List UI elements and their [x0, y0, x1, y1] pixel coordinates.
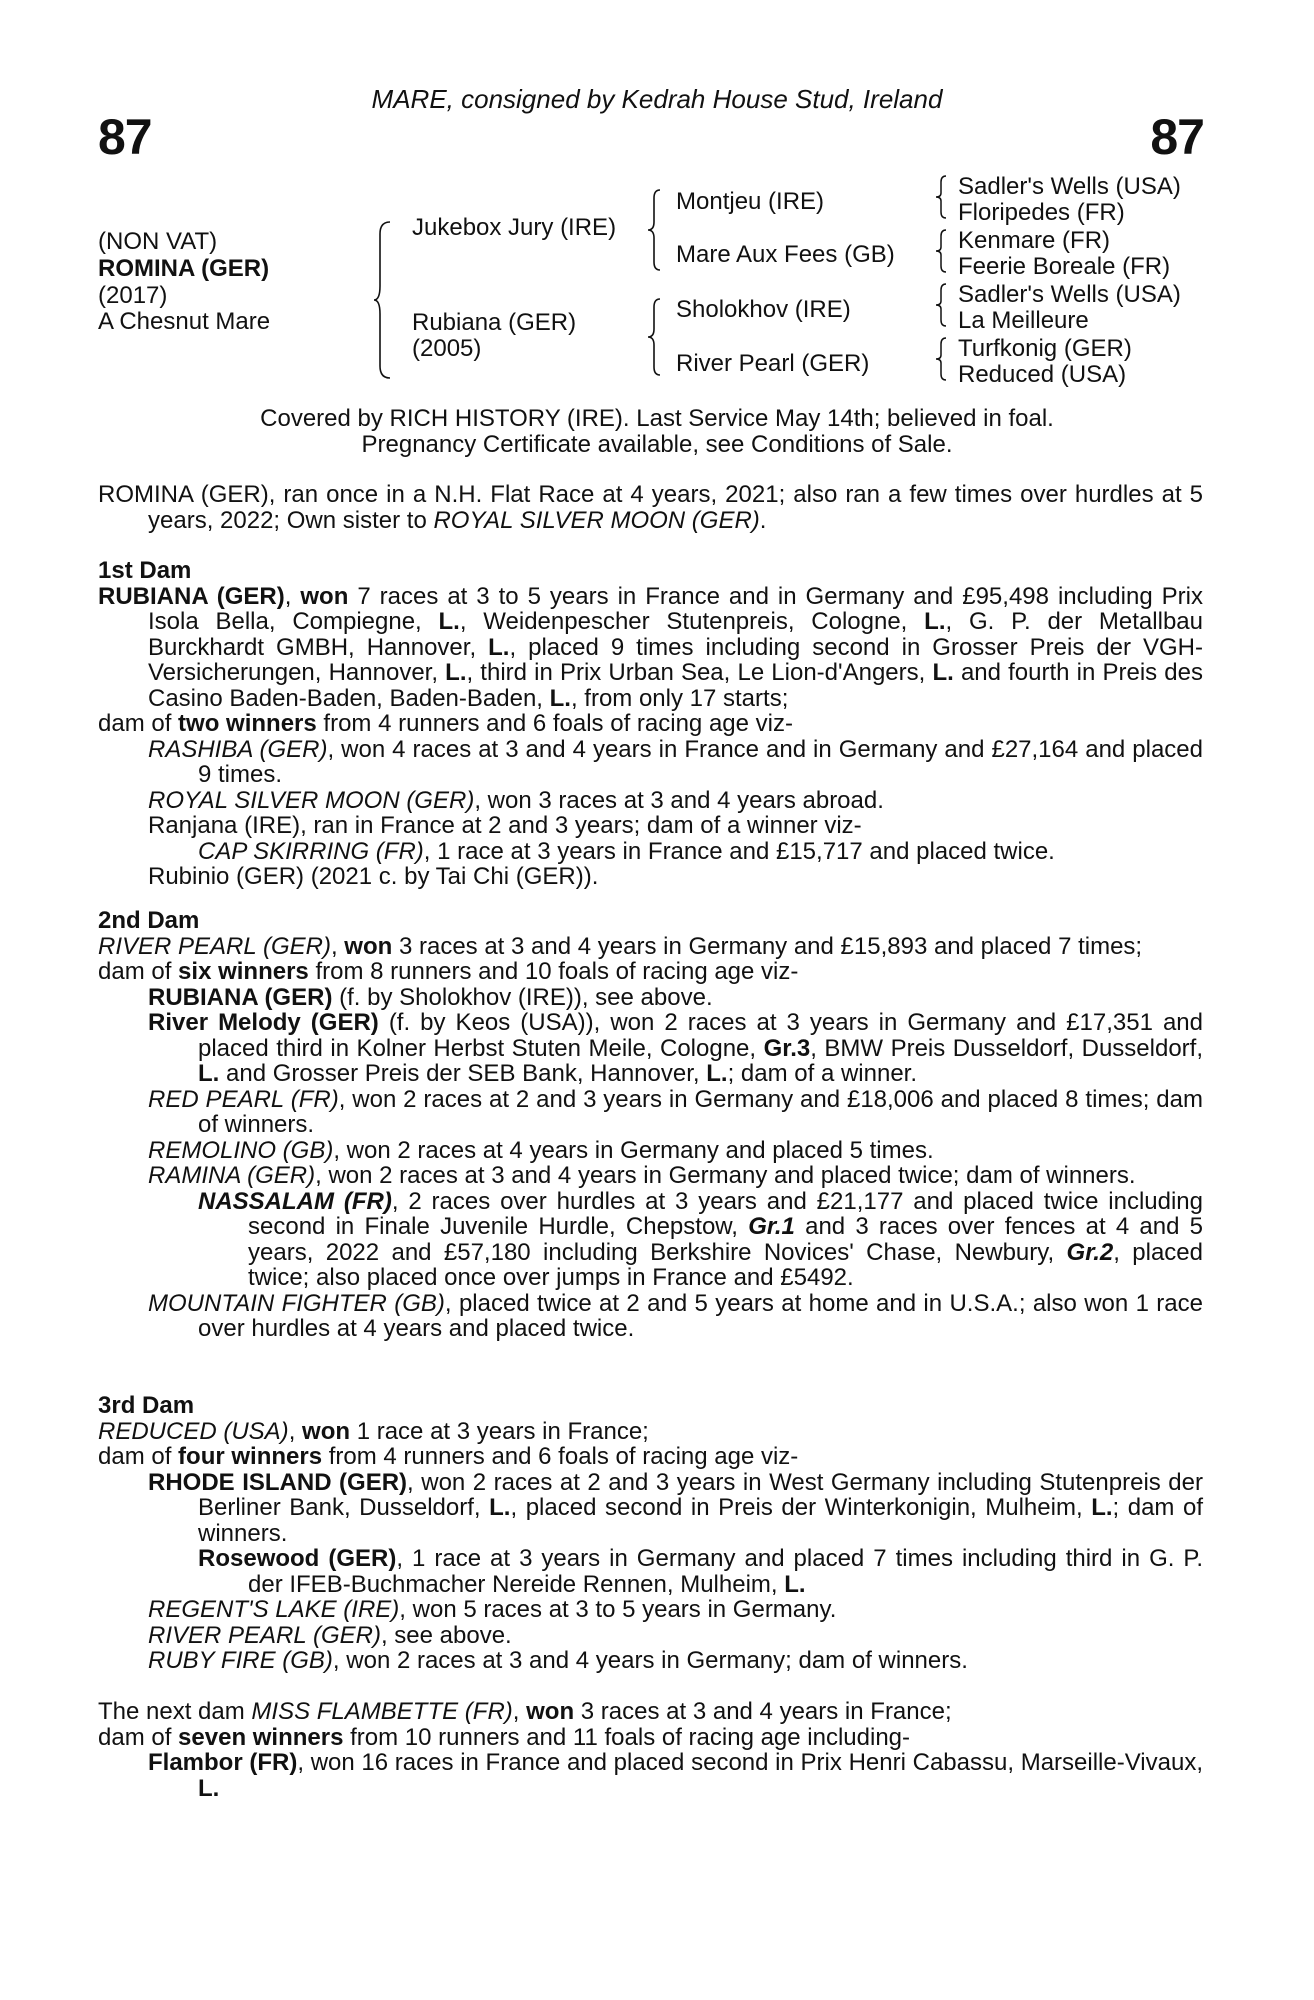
text-run: , won 3 races at 3 and 4 years abroad.	[474, 786, 884, 814]
text-run: dam of	[98, 1443, 179, 1470]
text-run: ; dam of a winner.	[727, 1060, 917, 1087]
granddam-1: Floripedes (FR)	[958, 199, 1125, 226]
third-dam-record	[98, 1419, 1203, 1445]
vat-status: (NON VAT)	[98, 228, 218, 255]
produce-cap-skirring	[98, 839, 1203, 865]
text-run: RAMINA (GER)	[148, 1162, 316, 1189]
text-run: , third in Prix Urban Sea, Le Lion-d'Angers,	[466, 659, 933, 686]
text-run: ,	[330, 932, 345, 960]
third-dam-produce-summary	[98, 1444, 1203, 1470]
text-run: , placed 9 times including second in Grosser Preis der VGH-Versicherungen, Hannover,	[148, 633, 1203, 686]
covered-line-1: Covered by RICH HISTORY (IRE). Last Service May 14th; believed in foal.	[260, 405, 1054, 432]
text-run: won	[344, 932, 393, 960]
second-dam-heading: 2nd Dam	[98, 907, 200, 934]
first-dam-section	[98, 558, 1203, 890]
text-run: two winners	[178, 710, 317, 737]
text-run: , won 2 races at 2 and 3 years in West Germany including Stutenpreis der Berliner Bank, Dusseldorf,	[198, 1468, 1203, 1521]
text-run: 3 races at 3 and 4 years in Germany and £15,893 and placed 7 times;	[392, 932, 1143, 960]
text-run: L.	[198, 1060, 220, 1087]
dam-name: Rubiana (GER)	[412, 309, 577, 336]
text-run: , won 2 races at 3 and 4 years in Germany; dam of winners.	[332, 1647, 968, 1674]
granddam-2: Feerie Boreale (FR)	[958, 253, 1171, 280]
first-dam-produce-summary	[98, 711, 1203, 737]
fourth-dam-produce-summary	[98, 1725, 1203, 1751]
second-dam-section	[98, 908, 1203, 1342]
text-run: REGENT'S LAKE (IRE)	[148, 1596, 400, 1623]
text-run: , won 16 races in France and placed second in Prix Henri Cabassu, Marseille-Vivaux,	[297, 1749, 1203, 1776]
text-run: L.	[488, 633, 510, 661]
text-run: Gr.1	[748, 1213, 795, 1240]
text-run: from 4 runners and 6 foals of racing age viz-	[316, 710, 793, 737]
text-run: (f. by Keos (USA)), won 2 races at 3 years in Germany and £17,351 and placed third in Kolner Herbst Stuten Meile, Cologne,	[198, 1009, 1204, 1062]
text-run: ,	[284, 582, 301, 610]
text-run: ,	[288, 1417, 303, 1445]
third-dam-heading: 3rd Dam	[98, 1392, 195, 1419]
brace-g3	[934, 282, 948, 328]
text-run: L.	[198, 1774, 220, 1802]
text-run: REMOLINO (GB)	[148, 1136, 334, 1164]
second-dam-record	[98, 934, 1203, 960]
text-run: Gr.3	[763, 1034, 811, 1062]
dam-sire: Sholokhov (IRE)	[676, 296, 851, 323]
brace-dam	[646, 297, 664, 377]
text-run: CAP SKIRRING (FR)	[198, 837, 424, 865]
text-run: , won 2 races at 3 and 4 years in Germany and placed twice; dam of winners.	[315, 1162, 1136, 1189]
text-run: L.	[706, 1060, 728, 1087]
produce-nassalam	[98, 1189, 1203, 1291]
text-run: L.	[549, 684, 571, 712]
text-run: 7 races at 3 to 5 years in France and in Germany and £95,498 including Prix Isola Bella, Compiegne,	[148, 582, 1203, 635]
text-run: four winners	[178, 1443, 323, 1470]
grandsire-2: Kenmare (FR)	[958, 227, 1111, 254]
text-run: dam of	[98, 958, 179, 985]
dam-dam: River Pearl (GER)	[676, 350, 870, 377]
text-run: and Grosser Preis der SEB Bank, Hannover,	[219, 1060, 707, 1087]
text-run: dam of	[98, 710, 179, 737]
text-run: L.	[1091, 1494, 1113, 1521]
lot-number-right: 87	[1150, 109, 1204, 165]
covered-line-2: Pregnancy Certificate available, see Conditions of Sale.	[361, 431, 953, 458]
produce-royal-silver-moon	[98, 788, 1203, 814]
produce-river-melody	[98, 1010, 1203, 1087]
lot-number-left: 87	[98, 109, 152, 165]
granddam-4: Reduced (USA)	[958, 361, 1127, 388]
intro-section	[98, 482, 1203, 533]
text-run: , 1 race at 3 years in France and £15,717 and placed twice.	[423, 837, 1055, 865]
text-run: , 1 race at 3 years in Germany and placed 7 times including third in G. P. der IFEB-Buchmacher Nereide Rennen, Mulheim,	[248, 1545, 1204, 1598]
text-run: won	[302, 1417, 351, 1445]
text-run: River Melody (GER)	[148, 1009, 379, 1036]
produce-remolino	[98, 1138, 1203, 1164]
text-run: , placed twice; also placed once over jumps in France and £5492.	[248, 1238, 1203, 1291]
produce-rubiana	[98, 985, 1203, 1011]
text-run: , 2 races over hurdles at 3 years and £21,177 and placed twice including second in Finale Juvenile Hurdle, Chepstow,	[248, 1187, 1203, 1240]
text-run: , won 4 races at 3 and 4 years in France and in Germany and £27,164 and placed 9 times.	[198, 735, 1203, 788]
text-run: RIVER PEARL (GER)	[148, 1621, 381, 1649]
text-run: ; dam of winners.	[198, 1494, 1204, 1547]
text-run: , BMW Preis Dusseldorf, Dusseldorf,	[810, 1034, 1203, 1062]
first-dam-heading: 1st Dam	[98, 557, 192, 584]
first-dam-record	[98, 584, 1203, 712]
text-run: MISS FLAMBETTE (FR)	[251, 1698, 513, 1725]
produce-rhode-island	[98, 1470, 1203, 1547]
produce-flambor	[98, 1750, 1203, 1801]
grandsire-3: Sadler's Wells (USA)	[958, 281, 1181, 308]
text-run: Gr.2	[1066, 1238, 1114, 1266]
brace-g2	[934, 228, 948, 274]
text-run: , won 5 races at 3 to 5 years in Germany.	[399, 1596, 837, 1623]
text-run: won	[526, 1698, 575, 1725]
brace-sire	[646, 188, 664, 272]
text-run: , won 2 races at 2 and 3 years in Germany and £18,006 and placed 8 times; dam of winners.	[198, 1085, 1203, 1138]
granddam-3: La Meilleure	[958, 307, 1089, 334]
text-run: L.	[784, 1570, 806, 1598]
intro-end: .	[759, 506, 767, 534]
produce-rashiba	[98, 737, 1203, 788]
produce-red-pearl	[98, 1087, 1203, 1138]
sire-name: Jukebox Jury (IRE)	[412, 214, 617, 241]
text-run: from 10 runners and 11 foals of racing age including-	[343, 1723, 911, 1751]
text-run: L.	[438, 608, 460, 635]
second-dam-produce-summary	[98, 959, 1203, 985]
text-run: MOUNTAIN FIGHTER (GB)	[148, 1289, 445, 1317]
text-run: dam of	[98, 1723, 179, 1751]
fourth-dam-section	[98, 1699, 1203, 1801]
text-run: L.	[932, 659, 954, 686]
text-run: and fourth in Preis des Casino Baden-Baden, Baden-Baden,	[148, 659, 1203, 712]
sire-sire: Montjeu (IRE)	[676, 188, 825, 215]
produce-ramina	[98, 1163, 1203, 1189]
text-run: six winners	[178, 958, 309, 985]
text-run: L.	[924, 608, 946, 635]
text-run: ,	[512, 1698, 527, 1725]
dam-year: (2005)	[412, 335, 482, 362]
text-run: and 3 races over fences at 4 and 5 years, 2022 and £57,180 including Berkshire Novices' Chase, Newbury,	[248, 1213, 1203, 1266]
produce-rubinio: Rubinio (GER) (2021 c. by Tai Chi (GER)).	[148, 863, 599, 890]
text-run: Flambor (FR)	[148, 1749, 298, 1776]
grandsire-1: Sadler's Wells (USA)	[958, 173, 1181, 200]
brace-generation-1	[372, 220, 396, 380]
text-run: , see above.	[380, 1621, 512, 1649]
produce-ruby-fire	[98, 1648, 1203, 1674]
intro-text: ROMINA (GER), ran once in a N.H. Flat Race at 4 years, 2021; also ran a few times over hurdles at 5 years, 2022; Own sister to	[98, 481, 1203, 534]
text-run: RHODE ISLAND (GER)	[148, 1468, 408, 1496]
text-run: , Weidenpescher Stutenpreis, Cologne,	[459, 608, 925, 635]
text-run: from 4 runners and 6 foals of racing age viz-	[322, 1443, 799, 1470]
text-run: L.	[489, 1494, 511, 1521]
fourth-dam-record	[98, 1699, 1203, 1725]
text-run: ROYAL SILVER MOON (GER)	[148, 786, 475, 814]
consignment-line: MARE, consigned by Kedrah House Stud, Ireland	[371, 84, 943, 114]
text-run: NASSALAM (FR)	[198, 1187, 392, 1215]
text-run: The next dam	[98, 1698, 252, 1725]
text-run: 3 races at 3 and 4 years in France;	[574, 1698, 952, 1725]
third-dam-section	[98, 1393, 1203, 1674]
text-run: seven winners	[178, 1723, 344, 1751]
text-run: RIVER PEARL (GER)	[98, 932, 331, 960]
text-run: L.	[445, 659, 467, 686]
text-run: RED PEARL (FR)	[148, 1085, 339, 1113]
brace-g4	[934, 336, 948, 382]
text-run: , from only 17 starts;	[570, 684, 789, 712]
text-run: from 8 runners and 10 foals of racing age viz-	[308, 958, 799, 985]
text-run: RUBY FIRE (GB)	[148, 1647, 333, 1674]
horse-name: ROMINA (GER)	[98, 255, 270, 282]
text-run: (f. by Sholokhov (IRE)), see above.	[332, 983, 713, 1011]
produce-rosewood	[98, 1546, 1203, 1597]
sire-dam: Mare Aux Fees (GB)	[676, 241, 895, 268]
produce-ranjana: Ranjana (IRE), ran in France at 2 and 3 years; dam of a winner viz-	[148, 812, 862, 839]
produce-mountain-fighter	[98, 1291, 1203, 1342]
horse-year: (2017)	[98, 282, 168, 309]
text-run: RUBIANA (GER)	[148, 983, 333, 1011]
text-run: , placed twice at 2 and 5 years at home and in U.S.A.; also won 1 race over hurdles at 4 years and placed twice.	[198, 1289, 1203, 1342]
text-run: REDUCED (USA)	[98, 1417, 289, 1445]
text-run: 1 race at 3 years in France;	[350, 1417, 649, 1445]
text-run: RASHIBA (GER)	[148, 735, 328, 763]
text-run: Rosewood (GER)	[198, 1545, 397, 1572]
grandsire-4: Turfkonig (GER)	[958, 335, 1132, 362]
produce-regents-lake	[98, 1597, 1203, 1623]
produce-river-pearl	[98, 1623, 1203, 1649]
intro-paragraph	[98, 482, 1203, 533]
intro-sister-name: ROYAL SILVER MOON (GER)	[433, 506, 760, 534]
horse-description: A Chesnut Mare	[98, 308, 271, 335]
text-run: , won 2 races at 4 years in Germany and placed 5 times.	[333, 1136, 934, 1164]
text-run: RUBIANA (GER)	[98, 582, 285, 610]
text-run: , G. P. der Metallbau Burckhardt GMBH, Hannover,	[148, 608, 1203, 661]
text-run: , placed second in Preis der Winterkonigin, Mulheim,	[510, 1494, 1092, 1521]
text-run: won	[300, 582, 349, 610]
brace-g1	[934, 174, 948, 220]
